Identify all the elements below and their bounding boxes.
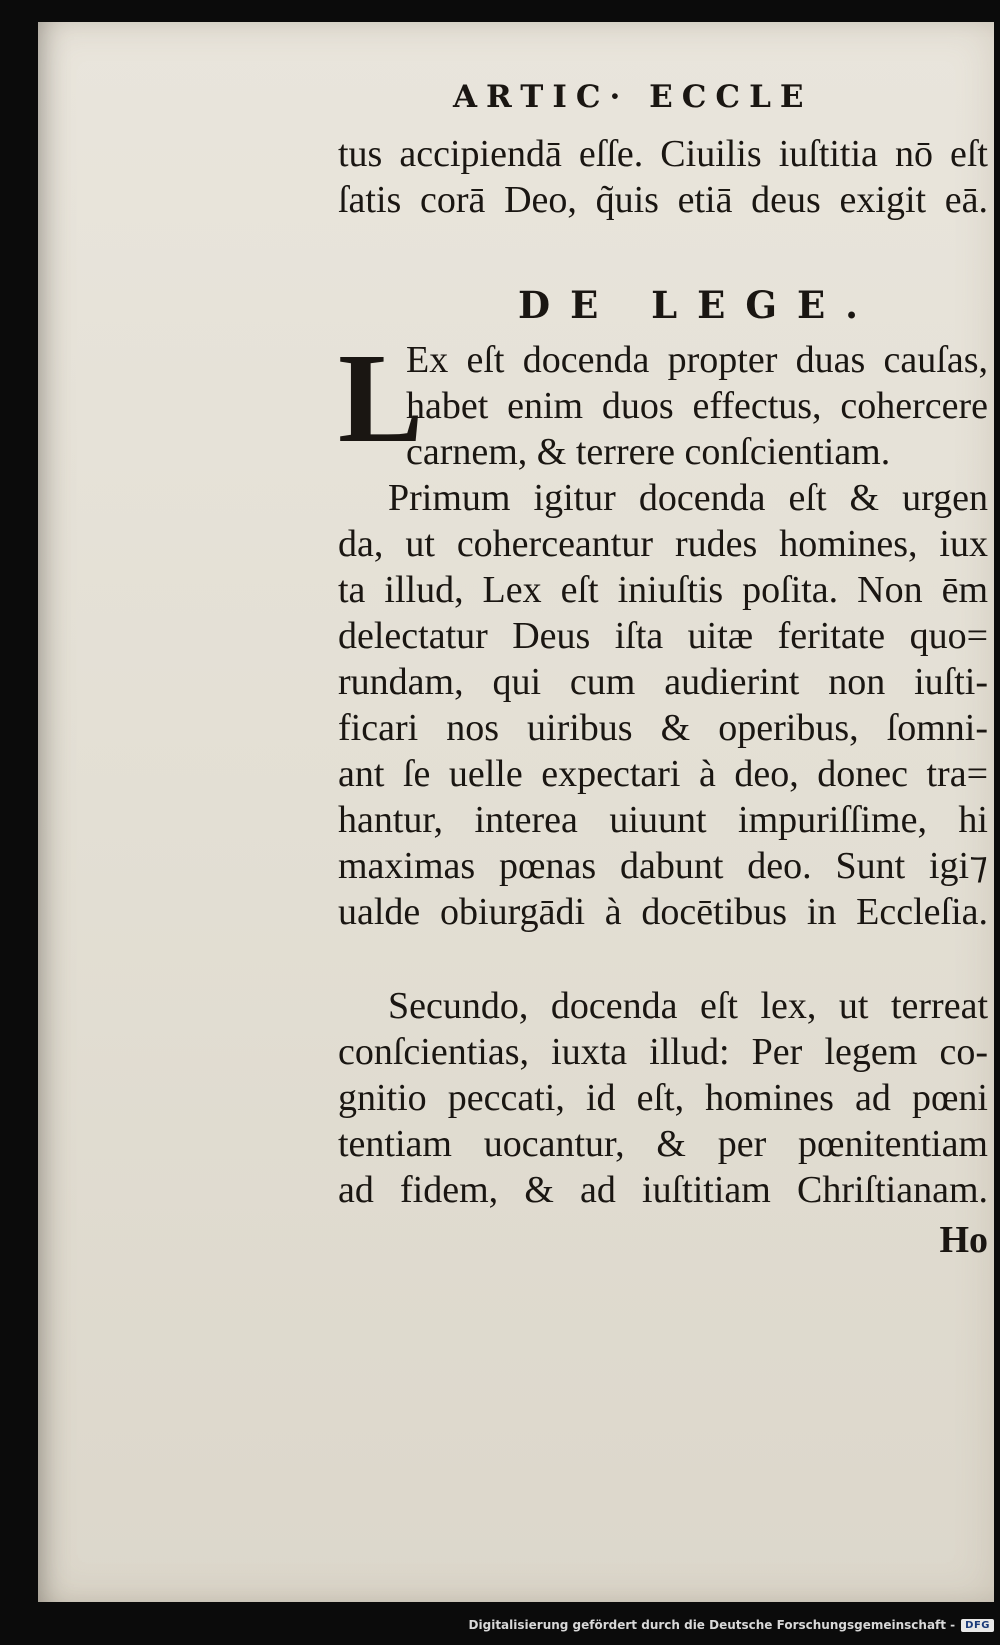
footer-credit: Digitalisierung gefördert durch die Deutsche Forschungsgemeinschaft -: [468, 1618, 956, 1632]
running-head: ARTIC· ECCLE: [453, 79, 813, 115]
text-line: conſcientias, iuxta illud: Per legem co-: [338, 1031, 988, 1073]
text-line: rundam, qui cum audierint non iuſti-: [338, 661, 988, 703]
book-page: [38, 22, 994, 1602]
paragraph-1: [338, 327, 988, 475]
text-line: tus accipiendā eſſe. Ciuilis iuſtitia nō eſt: [338, 133, 988, 175]
digitization-footer: [469, 1608, 994, 1642]
text-line: carnem, & terrere conſcientiam.: [406, 431, 891, 473]
text-block: [338, 77, 988, 1263]
dfg-logo-icon: DFG: [961, 1619, 994, 1632]
text-line: Secundo, docenda eſt lex, ut terreat: [388, 985, 988, 1027]
paragraph-3: [338, 983, 988, 1213]
text-line: ficari nos uiribus & operibus, ſomni-: [338, 707, 988, 749]
text-line: tentiam uocantur, & per pœnitentiam: [338, 1123, 988, 1165]
text-line: gnitio peccati, id eſt, homines ad pœni: [338, 1077, 988, 1119]
text-line: Primum igitur docenda eſt & urgen: [388, 477, 988, 519]
text-line: hantur, interea uiuunt impuriſſime, hi: [338, 799, 988, 841]
text-line: habet enim duos effectus, cohercere: [406, 385, 988, 427]
text-line: maximas pœnas dabunt deo. Sunt igi⁊: [338, 845, 988, 887]
text-line: ad fidem, & ad iuſtitiam Chriſtianam.: [338, 1169, 988, 1211]
paragraph-2: [338, 475, 988, 935]
text-line: ualde obiurgādi à docētibus in Eccleſia.: [338, 891, 988, 933]
drop-cap-initial: L: [338, 327, 424, 469]
text-line: ant ſe uelle expectari à deo, donec tra=: [338, 753, 988, 795]
section-heading: DE LEGE.: [518, 283, 879, 327]
text-line: ta illud, Lex eſt iniuſtis poſita. Non ēm: [338, 569, 988, 611]
paragraph-gap: [338, 935, 988, 983]
text-line: delectatur Deus iſta uitæ feritate quo=: [338, 615, 988, 657]
text-line: ſatis corā Deo, q̃uis etiā deus exigit eā.: [338, 179, 988, 221]
text-line: da, ut coherceantur rudes homines, iux: [338, 523, 988, 565]
text-line: Ex eſt docenda propter duas cauſas,: [406, 339, 988, 381]
catchword: Ho: [939, 1219, 988, 1261]
